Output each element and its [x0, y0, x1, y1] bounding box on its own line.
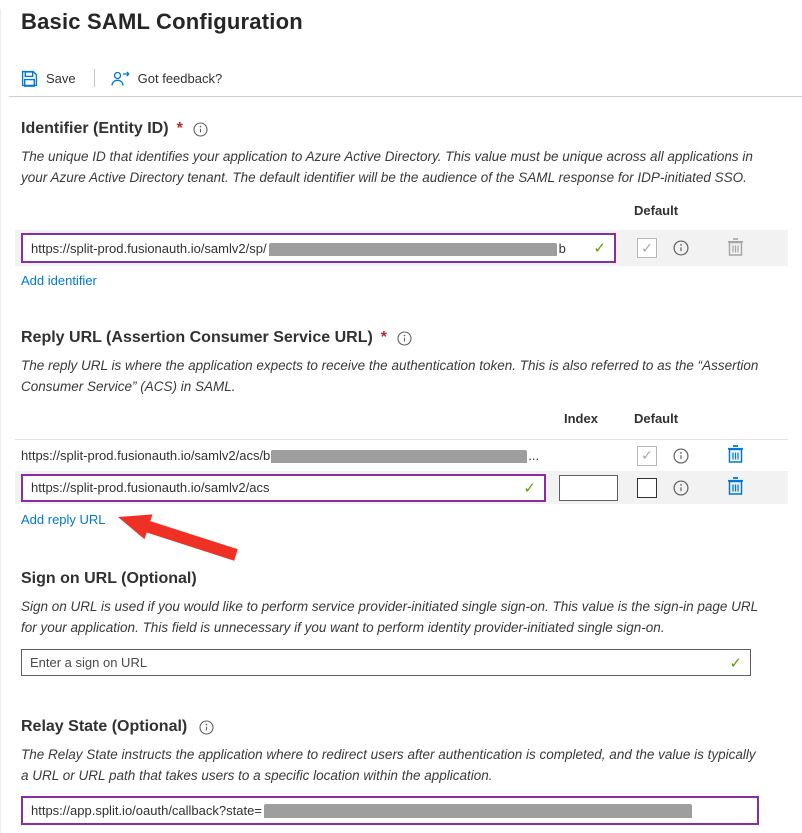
- identifier-row: [15, 230, 788, 266]
- identifier-input[interactable]: [21, 233, 616, 263]
- add-identifier-link[interactable]: Add identifier: [21, 273, 97, 288]
- delete-identifier-button[interactable]: [727, 237, 744, 260]
- identifier-section-heading: [21, 120, 782, 138]
- signon-url-input[interactable]: [30, 655, 723, 670]
- info-icon[interactable]: [673, 448, 689, 464]
- valid-checkmark-icon: ✓: [593, 240, 606, 257]
- info-icon[interactable]: [673, 240, 689, 256]
- info-icon[interactable]: [193, 122, 208, 137]
- delete-reply-url-1-button[interactable]: [727, 444, 744, 467]
- reply-2-index-input[interactable]: [559, 475, 618, 501]
- reply-url-1-value: https://split-prod.fusionauth.io/samlv2/acs/b: [21, 448, 271, 463]
- feedback-button[interactable]: [111, 70, 223, 87]
- save-button[interactable]: [21, 70, 76, 87]
- redacted-value: [264, 804, 692, 818]
- page-title: Basic SAML Configuration: [21, 9, 303, 34]
- command-bar: [21, 66, 782, 90]
- delete-reply-url-2-button[interactable]: [727, 476, 744, 499]
- reply-section-heading: [21, 329, 782, 347]
- identifier-default-checkbox[interactable]: [637, 238, 657, 258]
- reply-1-default-checkbox[interactable]: [637, 446, 657, 466]
- signon-url-input-wrap: [21, 649, 751, 676]
- valid-checkmark-icon: ✓: [729, 654, 742, 672]
- feedback-icon: [111, 70, 130, 87]
- relay-heading-text: Relay State (Optional): [21, 718, 188, 735]
- save-icon: [21, 70, 38, 87]
- relay-state-input[interactable]: [21, 796, 759, 825]
- checkbox-check-icon: ✓: [641, 239, 653, 256]
- trash-icon: [727, 245, 744, 260]
- checkbox-check-icon: ✓: [641, 447, 653, 463]
- toolbar-divider: [9, 96, 802, 97]
- signon-heading-text: Sign on URL (Optional): [21, 570, 197, 587]
- signon-description: Sign on URL is used if you would like to perform service provider-initiated single sign-on. This value is the sign-in page URL for your application. This field is unnecessary if you want to perform identity provider-initiated single sign-on.: [21, 599, 758, 635]
- reply-url-2-value: https://split-prod.fusionauth.io/samlv2/acs: [31, 480, 270, 495]
- reply-description: The reply URL is where the application expects to receive the authentication token. This is also referred to as the “Assertion Consumer Service” (ACS) in SAML.: [21, 358, 759, 394]
- info-icon[interactable]: [199, 720, 214, 735]
- redacted-value: [269, 243, 557, 255]
- identifier-value-suffix: b: [558, 240, 566, 256]
- relay-description: The Relay State instructs the application where to redirect users after authentication is completed, and the value is typically a URL or URL path that takes users to a specific location within the application.: [21, 747, 756, 783]
- annotation-arrow: [106, 505, 246, 565]
- reply-index-header: Index: [564, 411, 598, 426]
- reply-url-1-ellipsis: ...: [528, 448, 540, 463]
- identifier-value: https://split-prod.fusionauth.io/samlv2/sp/: [31, 240, 267, 256]
- identifier-heading-text: Identifier (Entity ID): [21, 120, 169, 137]
- required-asterisk: *: [176, 120, 183, 137]
- trash-icon: [727, 452, 744, 467]
- feedback-button-label: Got feedback?: [137, 70, 223, 86]
- signon-section-heading: [21, 570, 782, 588]
- reply-url-2-input[interactable]: [21, 474, 546, 502]
- reply-2-default-checkbox[interactable]: [637, 478, 657, 498]
- reply-default-header: Default: [634, 411, 679, 426]
- relay-state-value: https://app.split.io/oauth/callback?state=: [31, 802, 262, 818]
- identifier-default-header: Default: [634, 203, 679, 218]
- required-asterisk: *: [380, 329, 388, 346]
- save-button-label: Save: [46, 70, 76, 86]
- reply-heading-text: Reply URL (Assertion Consumer Service URL): [21, 329, 373, 346]
- relay-section-heading: [21, 718, 782, 736]
- info-icon[interactable]: [673, 480, 689, 496]
- reply-url-row-2: [15, 471, 788, 504]
- valid-checkmark-icon: ✓: [523, 479, 536, 497]
- trash-icon: [727, 484, 744, 499]
- reply-url-row-1: [15, 440, 788, 471]
- toolbar-separator: [94, 69, 95, 87]
- add-reply-url-link[interactable]: Add reply URL: [21, 512, 106, 527]
- redacted-value: [271, 450, 527, 464]
- info-icon[interactable]: [397, 331, 412, 346]
- identifier-description: The unique ID that identifies your application to Azure Active Directory. This value must be unique across all applications in your Azure Active Directory tenant. The default identifier will be the audience of the SAML response for IDP-initiated SSO.: [21, 149, 753, 185]
